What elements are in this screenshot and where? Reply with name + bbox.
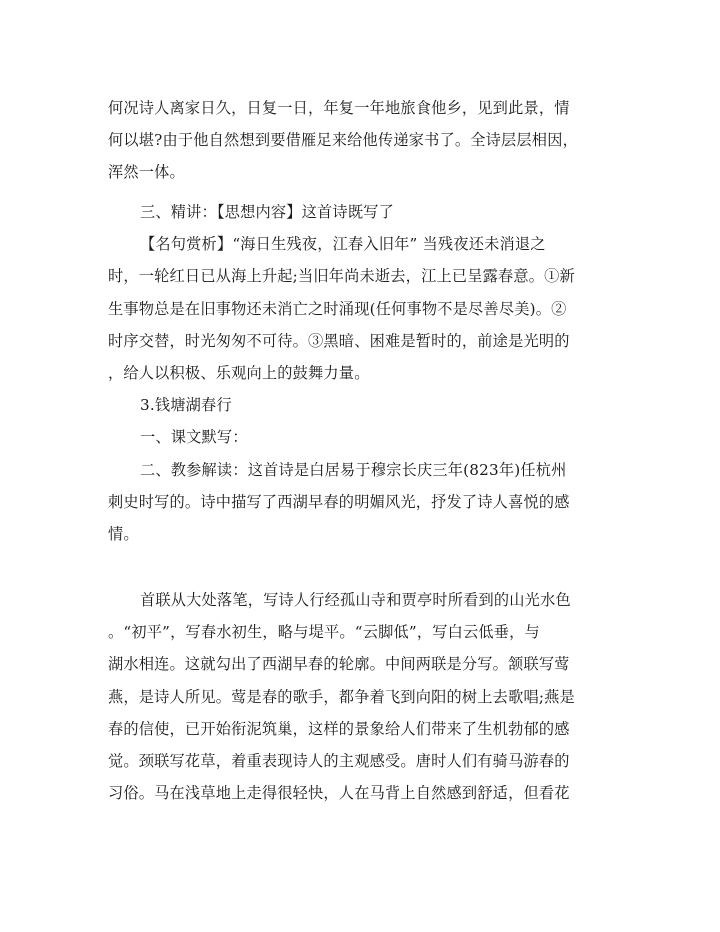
text-line: ，给人以积极、乐观向上的鼓舞力量。 [108, 363, 370, 382]
section-three-and-poem-intro [108, 196, 613, 550]
text-line: 春的信使，已开始衔泥筑巢，这样的景象给人们带来了生机勃郁的感 [108, 719, 570, 738]
poem-title: 3.钱塘湖春行 [140, 396, 232, 415]
paragraph-conclusion [108, 92, 613, 189]
paragraph-analysis [108, 584, 613, 809]
section-heading-three: 三、精讲：【思想内容】这首诗既写了 [140, 203, 394, 221]
text-line: 何况诗人离家日久，日复一日，年复一年地旅食他乡，见到此景，情 [108, 99, 570, 117]
text-line: 刺史时写的。诗中描写了西湖早春的明媚风光，抒发了诗人喜悦的感 [108, 492, 570, 511]
text-line: 何以堪?由于他自然想到要借雁足来给他传递家书了。全诗层层相因， [108, 131, 578, 150]
text-line: 。“初平”，写春水初生，略与堤平。“云脚低”，写白云低垂，与 [108, 623, 540, 642]
text-line: 情。 [108, 524, 139, 543]
section-recitation: 一、课文默写： [140, 428, 248, 447]
text-line: 燕，是诗人所见。莺是春的歌手，都争着飞到向阳的树上去歌唱;燕是 [108, 687, 575, 706]
text-line: 浑然一体。 [108, 163, 185, 182]
text-line: 时，一轮红日已从海上升起;当旧年尚未逝去，江上已呈露春意。①新 [108, 267, 575, 286]
text-line: 觉。颈联写花草，着重表现诗人的主观感受。唐时人们有骑马游春的 [108, 751, 570, 770]
section-interpretation: 二、教参解读：这首诗是白居易于穆宗长庆三年(823年)任杭州 [140, 460, 567, 479]
text-line: 湖水相连。这就勾出了西湖早春的轮廓。中间两联是分写。颔联写莺 [108, 655, 570, 674]
text-line: 首联从大处落笔，写诗人行经孤山寺和贾亭时所看到的山光水色 [140, 591, 571, 609]
text-line: 生事物总是在旧事物还未消亡之时涌现(任何事物不是尽善尽美)。② [108, 299, 567, 318]
text-line: 习俗。马在浅草地上走得很轻快，人在马背上自然感到舒适，但看花 [108, 784, 570, 803]
text-line: 时序交替，时光匆匆不可待。③黑暗、困难是暂时的，前途是光明的 [108, 331, 570, 350]
famous-line-appreciation: 【名句赏析】“海日生残夜，江春入旧年” 当残夜还未消退之 [140, 235, 546, 254]
